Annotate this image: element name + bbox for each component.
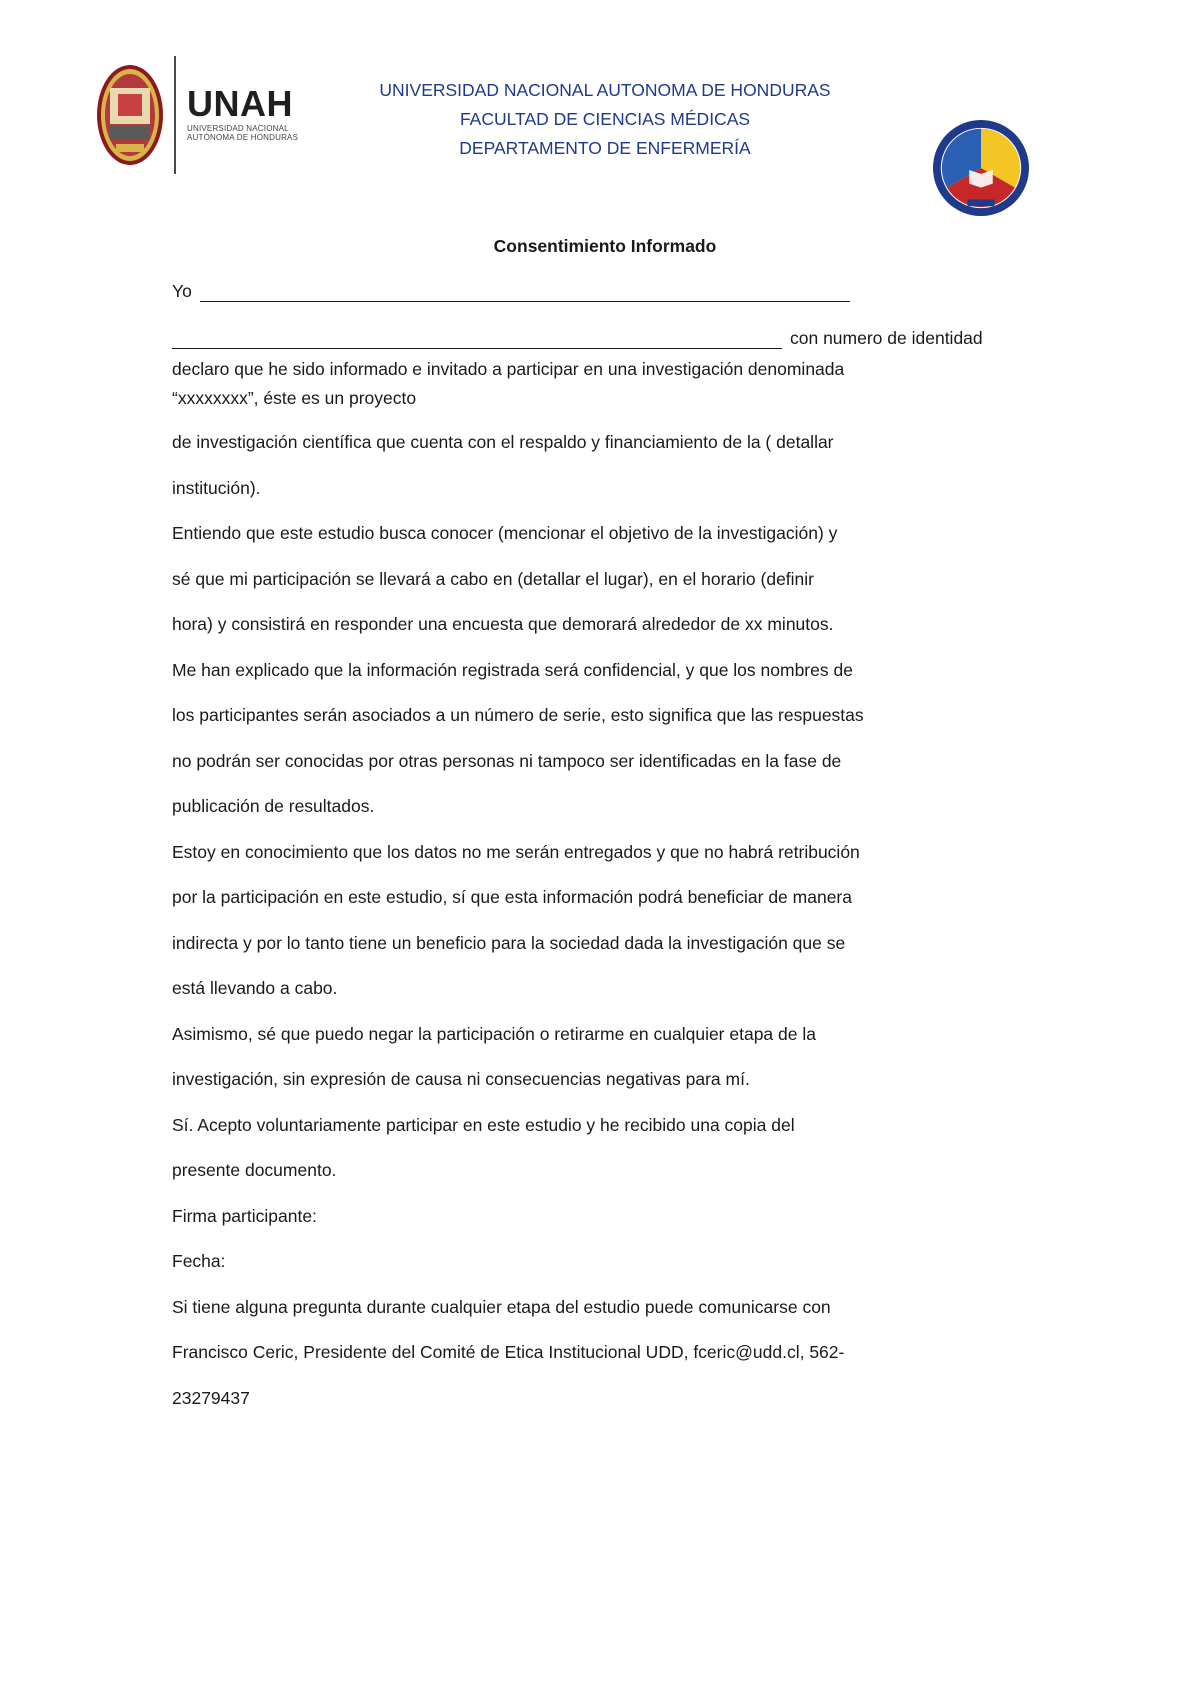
body-line: hora) y consistirá en responder una encuesta que demorará alrededor de xx minutos. [172,614,834,634]
body-line: presente documento. [172,1160,337,1180]
unah-wordmark: UNAH [187,83,293,124]
department-name: DEPARTAMENTO DE ENFERMERÍA [459,138,751,158]
body-line: Si tiene alguna pregunta durante cualquier etapa del estudio puede comunicarse con [172,1296,831,1317]
body-line: investigación, sin expresión de causa ni consecuencias negativas para mí. [172,1069,750,1089]
intro-line: declaro que he sido informado e invitado a participar en una investigación denominada [172,359,845,379]
body-line: Estoy en conocimiento que los datos no me serán entregados y que no habrá retribución [172,841,860,862]
signature-label: Firma participante: [172,1205,317,1226]
body-line: por la participación en este estudio, sí que esta información podrá beneficiar de manera [172,887,852,907]
name-blank-line-2 [172,332,782,349]
body-line: está llevando a cabo. [172,978,338,998]
body-line: de investigación científica que cuenta con el respaldo y financiamiento de la ( detallar [172,432,834,452]
contact-line: Francisco Ceric, Presidente del Comité de Etica Institucional UDD, fceric@udd.cl, 562- [172,1342,845,1362]
intro-line: “xxxxxxxx”, éste es un proyecto [172,388,417,408]
consent-body [172,420,1032,1421]
body-line: no podrán ser conocidas por otras personas ni tampoco ser identificadas en la fase de [172,750,842,771]
unah-subtitle-line1: UNIVERSIDAD NACIONAL [187,124,289,133]
identity-label: con numero de identidad [790,328,983,348]
yo-field-row [172,281,850,302]
body-line: publicación de resultados. [172,796,375,816]
body-line: Entiendo que este estudio busca conocer (mencionar el objetivo de la investigación) y [172,523,838,543]
contact-phone: 23279437 [172,1387,250,1408]
body-line: los participantes serán asociados a un número de serie, esto significa que las respuestas [172,705,864,725]
university-name: UNIVERSIDAD NACIONAL AUTONOMA DE HONDURAS [379,80,831,100]
body-line: Me han explicado que la información registrada será confidencial, y que los nombres de [172,659,853,680]
document-title: Consentimiento Informado [493,236,717,256]
name-blank-line [200,285,850,302]
date-label: Fecha: [172,1251,226,1271]
body-line: Sí. Acepto voluntariamente participar en este estudio y he recibido una copia del [172,1114,795,1135]
nursing-school-seal-icon [932,119,1030,217]
body-line: sé que mi participación se llevará a cabo en (detallar el lugar), en el horario (definir [172,568,815,589]
body-line: institución). [172,477,261,498]
faculty-name: FACULTAD DE CIENCIAS MÉDICAS [459,109,751,129]
logo-divider [174,56,176,174]
institution-header [300,76,910,163]
intro-paragraph [172,355,1032,413]
identity-field-row [172,328,983,349]
unah-subtitle-line2: AUTÓNOMA DE HONDURAS [187,133,299,142]
yo-label: Yo [172,281,192,301]
unah-seal-icon [96,64,164,166]
body-line: indirecta y por lo tanto tiene un beneficio para la sociedad dada la investigación que se [172,932,846,953]
body-line: Asimismo, sé que puedo negar la participación o retirarme en cualquier etapa de la [172,1023,816,1044]
